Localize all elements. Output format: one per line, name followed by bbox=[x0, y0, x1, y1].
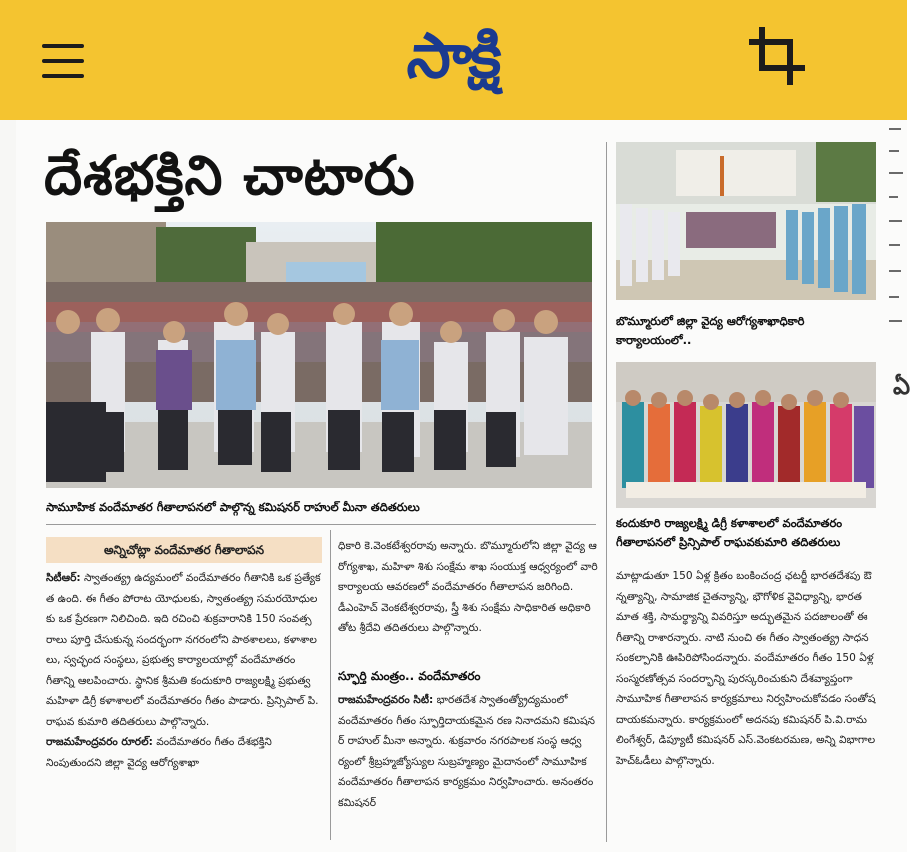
section-kicker: అన్నిచోట్లా వందేమాతర గీతాలాపన bbox=[46, 537, 322, 563]
photo-bommuru-caption: బొమ్మూరులో జిల్లా వైద్య ఆరోగ్యశాఖాధికారి కార్యాలయంలో.. bbox=[616, 314, 805, 347]
article-column-1 bbox=[46, 568, 322, 840]
text-fragment bbox=[889, 196, 898, 198]
body-text: వందేమాతరం గీతం దేశభక్తిని నింపుతుందని జిల్లా వైద్య ఆరోగ్యశాఖా bbox=[46, 736, 272, 769]
section-subhead: స్ఫూర్తి మంత్రం.. వందేమాతరం bbox=[338, 669, 481, 683]
article-headline: దేశభక్తిని చాటారు bbox=[44, 144, 416, 207]
text-fragment bbox=[889, 320, 902, 322]
text-fragment bbox=[889, 270, 901, 272]
text-fragment bbox=[889, 296, 899, 298]
body-text: ధికారి కె.వెంకటేశ్వరరావు అన్నారు. బొమ్మూరులోని జిల్లా వైద్య ఆరోగ్యశాఖ, మహిళా శిశు సంక్షేమ శాఖ సంయుక్త ఆధ్వర్యంలో వారి కార్యాలయ ఆవరణలో వందేమాతరం గీతాలాపన జరిగింది. డీఎంహెచ్‌ వెంకటేశ్వరరావు, స్త్రీ శిశు సంక్షేమ సాధికారిత అధికారి తోట శ్రీదేవి తదితరులు పాల్గొన్నారు. bbox=[338, 540, 598, 634]
menu-bar bbox=[42, 74, 84, 78]
column-rule bbox=[330, 530, 331, 840]
main-photo bbox=[46, 222, 592, 488]
body-text: మాట్లాడుతూ 150 ఏళ్ల క్రితం బంకించంద్ర ఛటర్జీ భారతదేశపు ఔన్నత్యాన్ని, సామాజిక చైతన్యాన్ని, భౌగోళిక వైవిధ్యాన్ని, భారతమాత శక్తి, సామర్థ్యాన్ని వివరిస్తూ అద్భుతమైన పదజాలంతో ఈ గీతాన్ని రాశారన్నారు. నాటి నుంచి ఈ గీతం స్వాతంత్య్ర సాధన సంకల్పానికి ఊపిరిపోసిందన్నారు. వందేమాతరం గీతం 150 ఏళ్ల సంస్మరణోత్సవ సందర్భాన్ని పురస్కరించుకుని దేశవ్యాప్తంగా సామూహిక గీతాలాపన కార్యక్రమాలు నిర్వహించుకోవడం సంతోషదాయకమన్నారు. కార్యక్రమంలో అదనపు కమిషనర్ పి.వి.రామలింగేశ్వర్, డిప్యూటీ కమిషనర్ ఎస్.వెంకటరమణ, అన్ని విభాగాల హెచ్‌ఓడీలు పాల్గొన్నారు. bbox=[616, 570, 876, 767]
article-column-2-continued bbox=[338, 690, 600, 840]
menu-bar bbox=[42, 44, 84, 48]
sakshi-logo[interactable]: సాక్షి bbox=[404, 19, 505, 92]
column-rule bbox=[606, 142, 607, 842]
main-photo-caption: సామూహిక వందేమాతర గీతాలాపనలో పాల్గొన్న కమిషనర్ రాహుల్ మీనా తదితరులు bbox=[46, 500, 420, 514]
dateline: సిటీఆర్‌: bbox=[46, 572, 81, 584]
body-text: స్వాతంత్య్ర ఉద్యమంలో వందేమాతరం గీతానికి ఒక ప్రత్యేకత ఉంది. ఈ గీతం పోరాట యోధులకు, స్వాతంత్య్ర సమరయోధులకు ఒక ప్రేరణగా నిలిచింది. ఇది రచించి శుక్రవారానికి 150 సంవత్సరాలు పూర్తి చేసుకున్న సందర్భంగా నగరంలోని పాఠశాలలు, కళాశాలలు, స్వచ్ఛంద సంస్థలు, ప్రభుత్వ కార్యాలయాల్లో వందేమాతరం గీతాన్ని ఆలపించారు. స్థానిక శ్రీమతి కందుకూరి రాజ్యలక్ష్మి ప్రభుత్వ మహిళా డిగ్రీ కళాశాలలో వందేమాతరం గీతం పాడారు. ప్రిన్సిపాల్ పి.రాఘవ కుమారి తదితరులు పాల్గొన్నారు. bbox=[46, 572, 321, 728]
article-column-3 bbox=[616, 566, 878, 842]
page-margin bbox=[0, 120, 16, 852]
article-column-2 bbox=[338, 536, 600, 656]
adjacent-headline-fragment: ఏ bbox=[893, 372, 910, 400]
crop-icon[interactable] bbox=[748, 26, 808, 86]
adjacent-article-fragment bbox=[886, 124, 907, 852]
dateline: రాజమహేంద్రవరం రూరల్: bbox=[46, 736, 153, 748]
dateline: రాజమహేంద్రవరం సిటీ: bbox=[338, 694, 434, 706]
text-fragment bbox=[889, 244, 900, 246]
photo-kandukuri-caption: కందుకూరి రాజ్యలక్ష్మి డిగ్రీ కళాశాలలో వందేమాతరం గీతాలాపనలో ప్రిన్సిపాల్ రాఘవకుమారి తదితరులు bbox=[616, 516, 843, 549]
photo-bommuru bbox=[616, 142, 876, 300]
caption-rule bbox=[46, 524, 596, 525]
photo-kandukuri-college bbox=[616, 362, 876, 508]
body-text: భారతదేశ స్వాతంత్య్రోద్యమంలో వందేమాతరం గీతం స్ఫూర్తిదాయకమైన రణ నినాదమని కమిషనర్ రాహుల్ మీనా అన్నారు. శుక్రవారం నగరపాలక సంస్థ ఆధ్వర్యంలో శ్రీబ్రహ్మజ్యోస్యుల సుబ్రహ్మణ్యం మైదానంలో సామూహిక వందేమాతరం గీతాలాపన కార్యక్రమం నిర్వహించారు. అనంతరం కమిషనర్ bbox=[338, 694, 595, 809]
text-fragment bbox=[889, 220, 902, 222]
menu-bar bbox=[42, 59, 84, 63]
text-fragment bbox=[889, 150, 899, 152]
app-header bbox=[0, 0, 907, 120]
hamburger-menu-icon[interactable] bbox=[42, 44, 84, 78]
text-fragment bbox=[889, 128, 901, 130]
text-fragment bbox=[889, 172, 903, 174]
